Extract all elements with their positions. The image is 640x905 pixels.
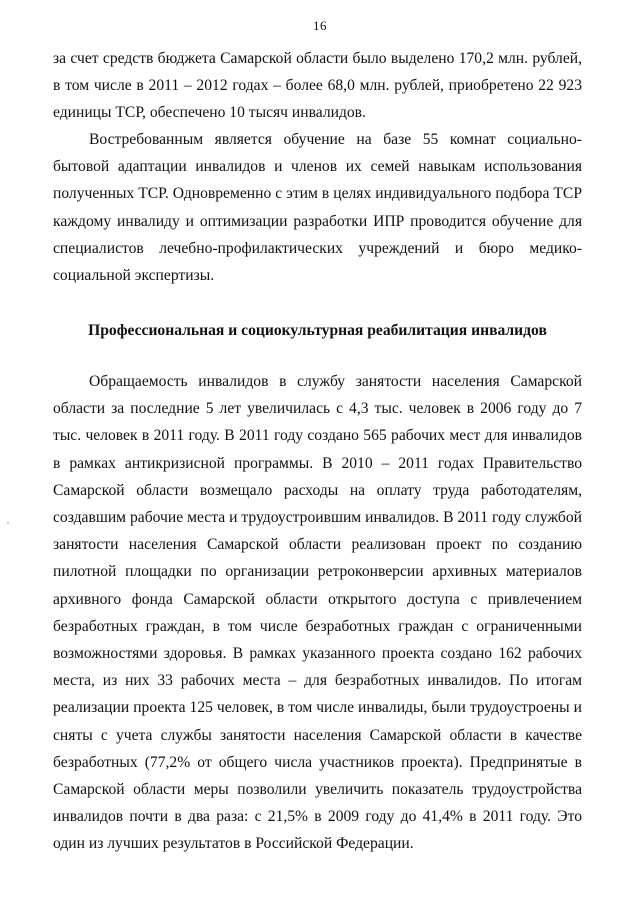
scan-margin-mark (7, 522, 9, 524)
page-number: 16 (313, 18, 327, 33)
paragraph-employment: Обращаемость инвалидов в службу занятости населения Самарской области за последние 5 лет увеличилась с 4,3 тыс. человек в 2006 году до 7 тыс. человек в 2011 году. В 2011 году создано 565 рабочих мест для инвалидов в рамках антикризисной программы. В 2010 – 2011 годах Правительство Самарской области возмещало расходы на оплату труда работодателям, создавшим рабочие места и трудоустроившим инвалидов. В 2011 году службой занятости населения Самарской области реализован проект по созданию пилотной площадки по организации ретроконверсии архивных материалов архивного фонда Самарской области открытого доступа с привлечением безработных граждан, в том числе безработных граждан с ограниченными возможностями здоровья. В рамках указанного проекта создано 162 рабочих места, из них 33 рабочих места – для безработных инвалидов. По итогам реализации проекта 125 человек, в том числе инвалиды, были трудоустроены и сняты с учета службы занятости населения Самарской области в качестве безработных (77,2% от общего числа участников проекта). Предпринятые в Самарской области меры позволили увеличить показатель трудоустройства инвалидов почти в два раза: с 21,5% в 2009 году до 41,4% в 2011 году. Это один из лучших результатов в Российской Федерации. (53, 373, 582, 853)
section-heading: Профессиональная и социокультурная реабилитация инвалидов (88, 322, 547, 339)
paragraph-intro: за счет средств бюджета Самарской области было выделено 170,2 млн. рублей, в том числе в 2011 – 2012 годах – более 68,0 млн. рублей, приобретено 22 923 единицы ТСР, обеспечено 10 тысяч инвалидов. (53, 50, 582, 122)
paragraph-training: Востребованным является обучение на базе 55 комнат социально-бытовой адаптации инвалидов и членов их семей навыкам использования полученных ТСР. Одновременно с этим в целях индивидуального подбора ТСР каждому инвалиду и оптимизации разработки ИПР проводится обучение для специалистов лечебно-профилактических учреждений и бюро медико-социальной экспертизы. (53, 131, 582, 285)
